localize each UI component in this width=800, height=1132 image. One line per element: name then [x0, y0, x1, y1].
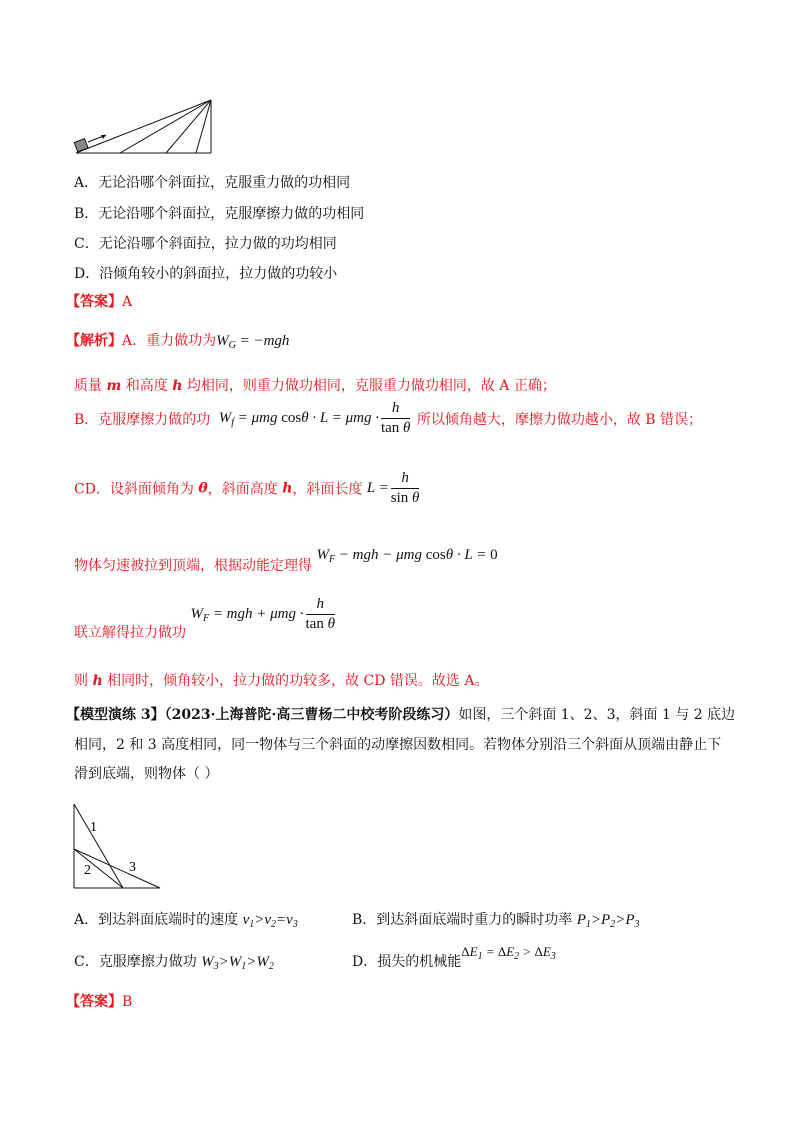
formula-energy: $W_F$ − mgh − μmg cosθ · L = 0	[316, 547, 498, 565]
option-d: D．沿倾角较小的斜面拉，拉力做的功较小	[74, 266, 338, 282]
answer-line-1	[66, 291, 132, 311]
incline-figure-1	[68, 96, 218, 158]
analysis-line-1: 【解析】A．重力做功为$W_G = -mgh$	[66, 333, 290, 351]
q3-answer-line	[66, 991, 132, 1011]
block-icon	[74, 139, 88, 152]
analysis-line-5: 物体匀速被拉到顶端，根据动能定理得 $W_F$ − mgh − μmg cosθ · L = 0	[74, 547, 498, 574]
analysis-line-4: CD．设斜面倾角为 θ，斜面高度 h，斜面长度 L = $\frac{h}{\text{sin θ}}$	[74, 470, 420, 506]
incline-label-3: 3	[129, 860, 136, 875]
analysis-line-3: B．克服摩擦力做的功 $W_f = \mu mg$ cosθ · L = μmg · $\frac{h}{\text{tan θ}}$ 所以倾角越大，摩擦力做功越小，故 B 错误；	[74, 400, 703, 436]
formula-velocity: $v_1>v_2=v_3$	[242, 912, 298, 930]
analysis-label: 【解析】	[66, 333, 122, 349]
analysis-line-7: 则 h 相同时，倾角较小，拉力做的功较多，故 CD 错误。故选 A。	[74, 673, 489, 689]
q3-option-d: D．损失的机械能$\Delta E_1 = \Delta E_2 > \Delta E_3$	[352, 944, 556, 970]
analysis-line-2: 质量 m 和高度 h 均相同，则重力做功相同，克服重力做功相同，故 A 正确；	[74, 378, 556, 394]
answer-value: A	[122, 294, 133, 310]
incline-figure-2	[68, 800, 168, 892]
option-b: B．无论沿哪个斜面拉，克服摩擦力做的功相同	[74, 206, 365, 222]
answer-label: 【答案】	[66, 294, 122, 310]
formula-wf: $W_f = \mu mg$ cosθ · L = μmg · $\frac{h}{\text{tan θ}}$	[218, 400, 411, 436]
formula-l: L = $\frac{h}{\text{sin θ}}$	[366, 470, 420, 506]
q3-answer-label: 【答案】	[66, 994, 122, 1010]
option-a: A．无论沿哪个斜面拉，克服重力做的功相同	[74, 175, 351, 191]
formula-wf-final: $W_F$ = mgh + μmg · $\frac{h}{\text{tan θ}}$	[190, 596, 335, 632]
q3-answer-value: B	[122, 994, 133, 1010]
q3-stem-line-3: 滑到底端，则物体（ ）	[74, 766, 219, 782]
formula-wg: $W_G = -mgh$	[216, 333, 290, 351]
q3-stem-line-2: 相同，2 和 3 高度相同，同一物体与三个斜面的动摩擦因数相同。若物体分别沿三个斜面从顶端由静止下	[74, 737, 722, 753]
q3-heading: 【模型演练 3】（2023·上海普陀·高三曹杨二中校考阶段练习）	[66, 707, 459, 723]
analysis-line-6: 联立解得拉力做功 $W_F$ = mgh + μmg · $\frac{h}{\text{tan θ}}$	[74, 596, 335, 641]
formula-power: $P_1>P_2>P_3$	[576, 912, 640, 930]
formula-energy-loss: $\Delta E_1 = \Delta E_2 > \Delta E_3$	[461, 944, 556, 962]
incline-label-2: 2	[84, 863, 91, 878]
q3-stem-line-1: 【模型演练 3】（2023·上海普陀·高三曹杨二中校考阶段练习）如图，三个斜面 1、2、3，斜面 1 与 2 底边	[66, 707, 736, 723]
q3-option-c: C．克服摩擦力做功 $W_3>W_1>W_2$	[74, 954, 274, 972]
option-c: C．无论沿哪个斜面拉，拉力做的功均相同	[74, 236, 337, 252]
q3-option-a: A．到达斜面底端时的速度 $v_1>v_2=v_3$	[74, 912, 298, 930]
incline-label-1: 1	[90, 820, 97, 835]
formula-work: $W_3>W_1>W_2$	[201, 954, 274, 972]
q3-option-b: B．到达斜面底端时重力的瞬时功率 $P_1>P_2>P_3$	[352, 912, 640, 930]
